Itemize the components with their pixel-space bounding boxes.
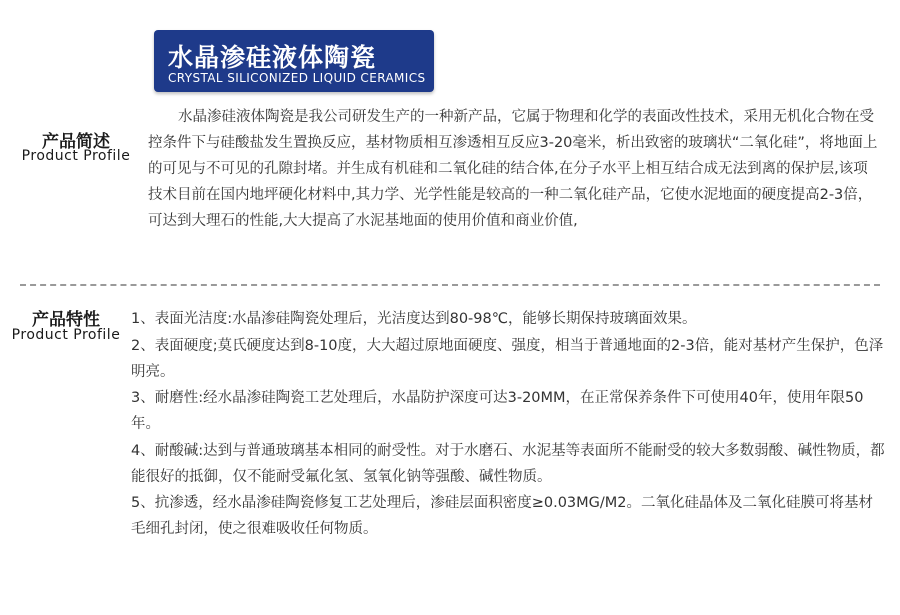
list-item: 4、耐酸碱:达到与普通玻璃基本相同的耐受性。对于水磨石、水泥基等表面所不能耐受的较大多数弱酸、碱性物质，都能很好的抵御，仅不能耐受氟化氢、氢氧化钠等强酸、碱性物质。 (131, 442, 885, 485)
list-item: 1、表面光洁度:水晶渗硅陶瓷处理后，光洁度达到80-98℃，能够长期保持玻璃面效果。 (131, 311, 697, 327)
profile-label-en: Product Profile (21, 148, 131, 164)
title-banner (154, 30, 434, 92)
profile-label-cn: 产品简述 (42, 132, 110, 152)
section-divider (20, 284, 880, 286)
features-label-en: Product Profile (11, 327, 121, 343)
features-label-cn: 产品特性 (32, 310, 100, 330)
product-subtitle: CRYSTAL SILICONIZED LIQUID CERAMICS (168, 71, 426, 85)
list-item: 5、抗渗透，经水晶渗硅陶瓷修复工艺处理后，渗硅层面积密度≥0.03MG/M2。二氧化硅晶体及二氧化硅膜可将基材毛细孔封闭，使之很难吸收任何物质。 (131, 495, 874, 537)
list-item: 2、表面硬度;莫氏硬度达到8-10度，大大超过原地面硬度、强度，相当于普通地面的2-3倍，能对基材产生保护，色泽明亮。 (131, 337, 884, 380)
product-title: 水晶渗硅液体陶瓷 (168, 43, 377, 72)
feature-list (131, 306, 886, 543)
product-profile-text: 水晶渗硅液体陶瓷是我公司研发生产的一种新产品，它属于物理和化学的表面改性技术，采用无机化合物在受控条件下与硅酸盐发生置换反应，基材物质相互渗透相互反应3-20毫米，析出致密的玻璃状“二氧化硅”，将地面上的可见与不可见的孔隙封堵。并生成有机硅和二氧化硅的结合体,在分子水平上相互结合成无法到离的保护层,该项技术目前在国内地坪硬化材料中,其力学、光学性能是较高的一种二氧化硅产品，它使水泥地面的硬度提高2-3倍，可达到大理石的性能,大大提高了水泥基地面的使用价值和商业价值, (148, 109, 878, 229)
list-item: 3、耐磨性:经水晶渗硅陶瓷工艺处理后，水晶防护深度可达3-20MM，在正常保养条件下可使用40年，使用年限50年。 (131, 390, 864, 432)
